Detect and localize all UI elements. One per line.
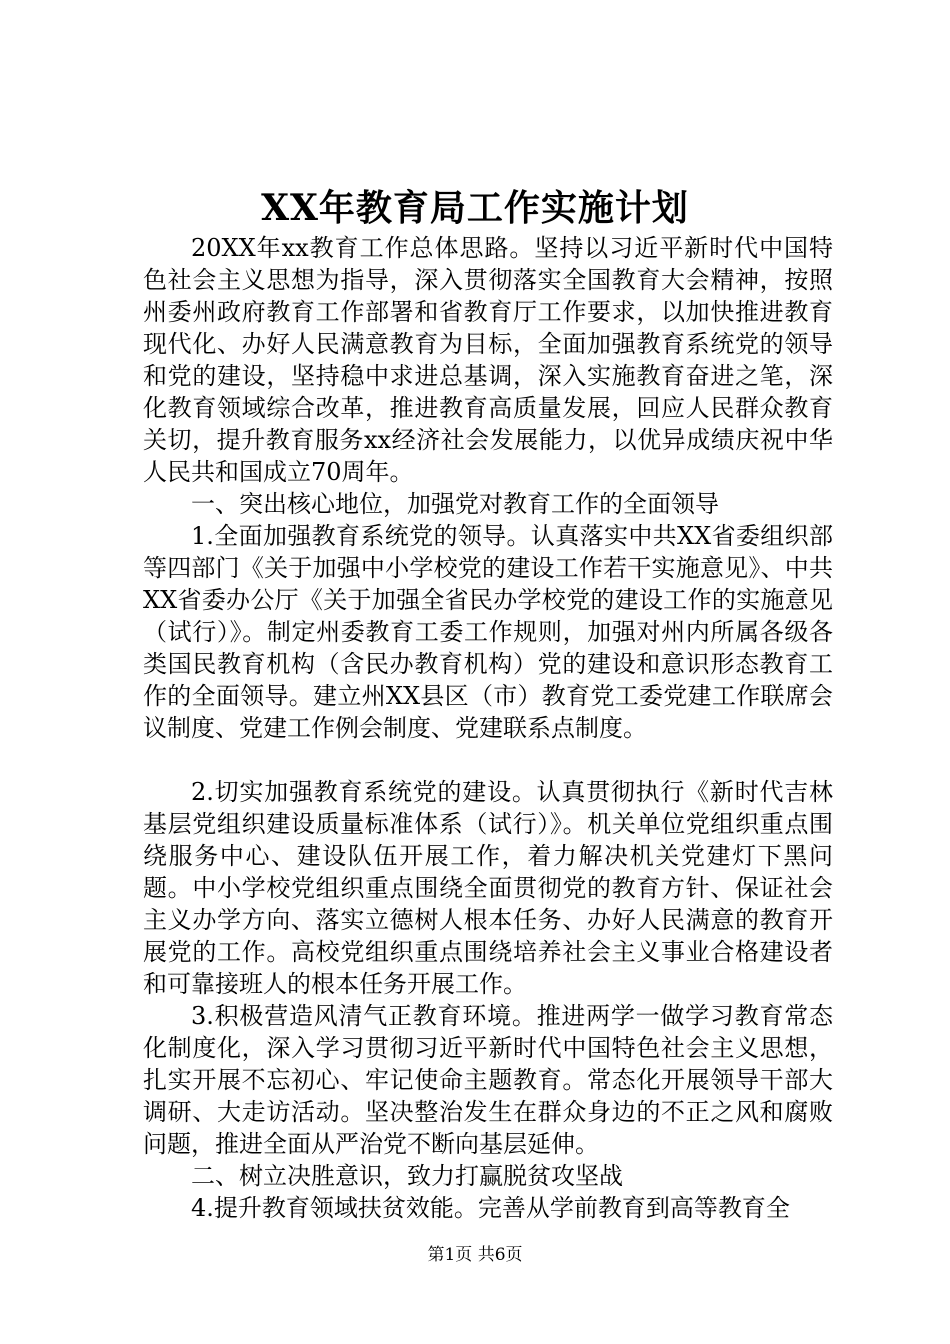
page-footer: 第1页 共6页 [427, 1245, 523, 1265]
document-body [143, 232, 833, 1224]
paragraph-item-2: 2.切实加强教育系统党的建设。认真贯彻执行《新时代吉林基层党组织建设质量标准体系（试行）》。机关单位党组织重点围绕服务中心、建设队伍开展工作，着力解决机关党建灯下黑问题。中小学校党组织重点围绕全面贯彻党的教育方针、保证社会主义办学方向、落实立德树人根本任务、办好人民满意的教育开展党的工作。高校党组织重点围绕培养社会主义事业合格建设者和可靠接班人的根本任务开展工作。 [143, 778, 833, 998]
paragraph-item-4: 4.提升教育领域扶贫效能。完善从学前教育到高等教育全 [191, 1194, 790, 1222]
paragraph-overview: 20XX年xx教育工作总体思路。坚持以习近平新时代中国特色社会主义思想为指导，深入贯彻落实全国教育大会精神，按照州委州政府教育工作部署和省教育厅工作要求，以加快推进教育现代化、办好人民满意教育为目标，全面加强教育系统党的领导和党的建设，坚持稳中求进总基调，深入实施教育奋进之笔，深化教育领域综合改革，推进教育高质量发展，回应人民群众教育关切，提升教育服务xx经济社会发展能力，以优异成绩庆祝中华人民共和国成立70周年。 [143, 234, 833, 486]
document-title: XX年教育局工作实施计划 [261, 187, 689, 229]
section-heading-1: 一、突出核心地位，加强党对教育工作的全面领导 [191, 490, 719, 518]
paragraph-item-3: 3.积极营造风清气正教育环境。推进两学一做学习教育常态化制度化，深入学习贯彻习近平新时代中国特色社会主义思想，扎实开展不忘初心、牢记使命主题教育。常态化开展领导干部大调研、大走访活动。坚决整治发生在群众身边的不正之风和腐败问题，推进全面从严治党不断向基层延伸。 [143, 1002, 833, 1158]
section-heading-2: 二、树立决胜意识，致力打赢脱贫攻坚战 [191, 1162, 623, 1190]
paragraph-item-1: 1.全面加强教育系统党的领导。认真落实中共XX省委组织部等四部门《关于加强中小学校党的建设工作若干实施意见》、中共XX省委办公厅《关于加强全省民办学校党的建设工作的实施意见（试行）》。制定州委教育工委工作规则，加强对州内所属各级各类国民教育机构（含民办教育机构）党的建设和意识形态教育工作的全面领导。建立州XX县区（市）教育党工委党建工作联席会议制度、党建工作例会制度、党建联系点制度。 [143, 522, 833, 742]
